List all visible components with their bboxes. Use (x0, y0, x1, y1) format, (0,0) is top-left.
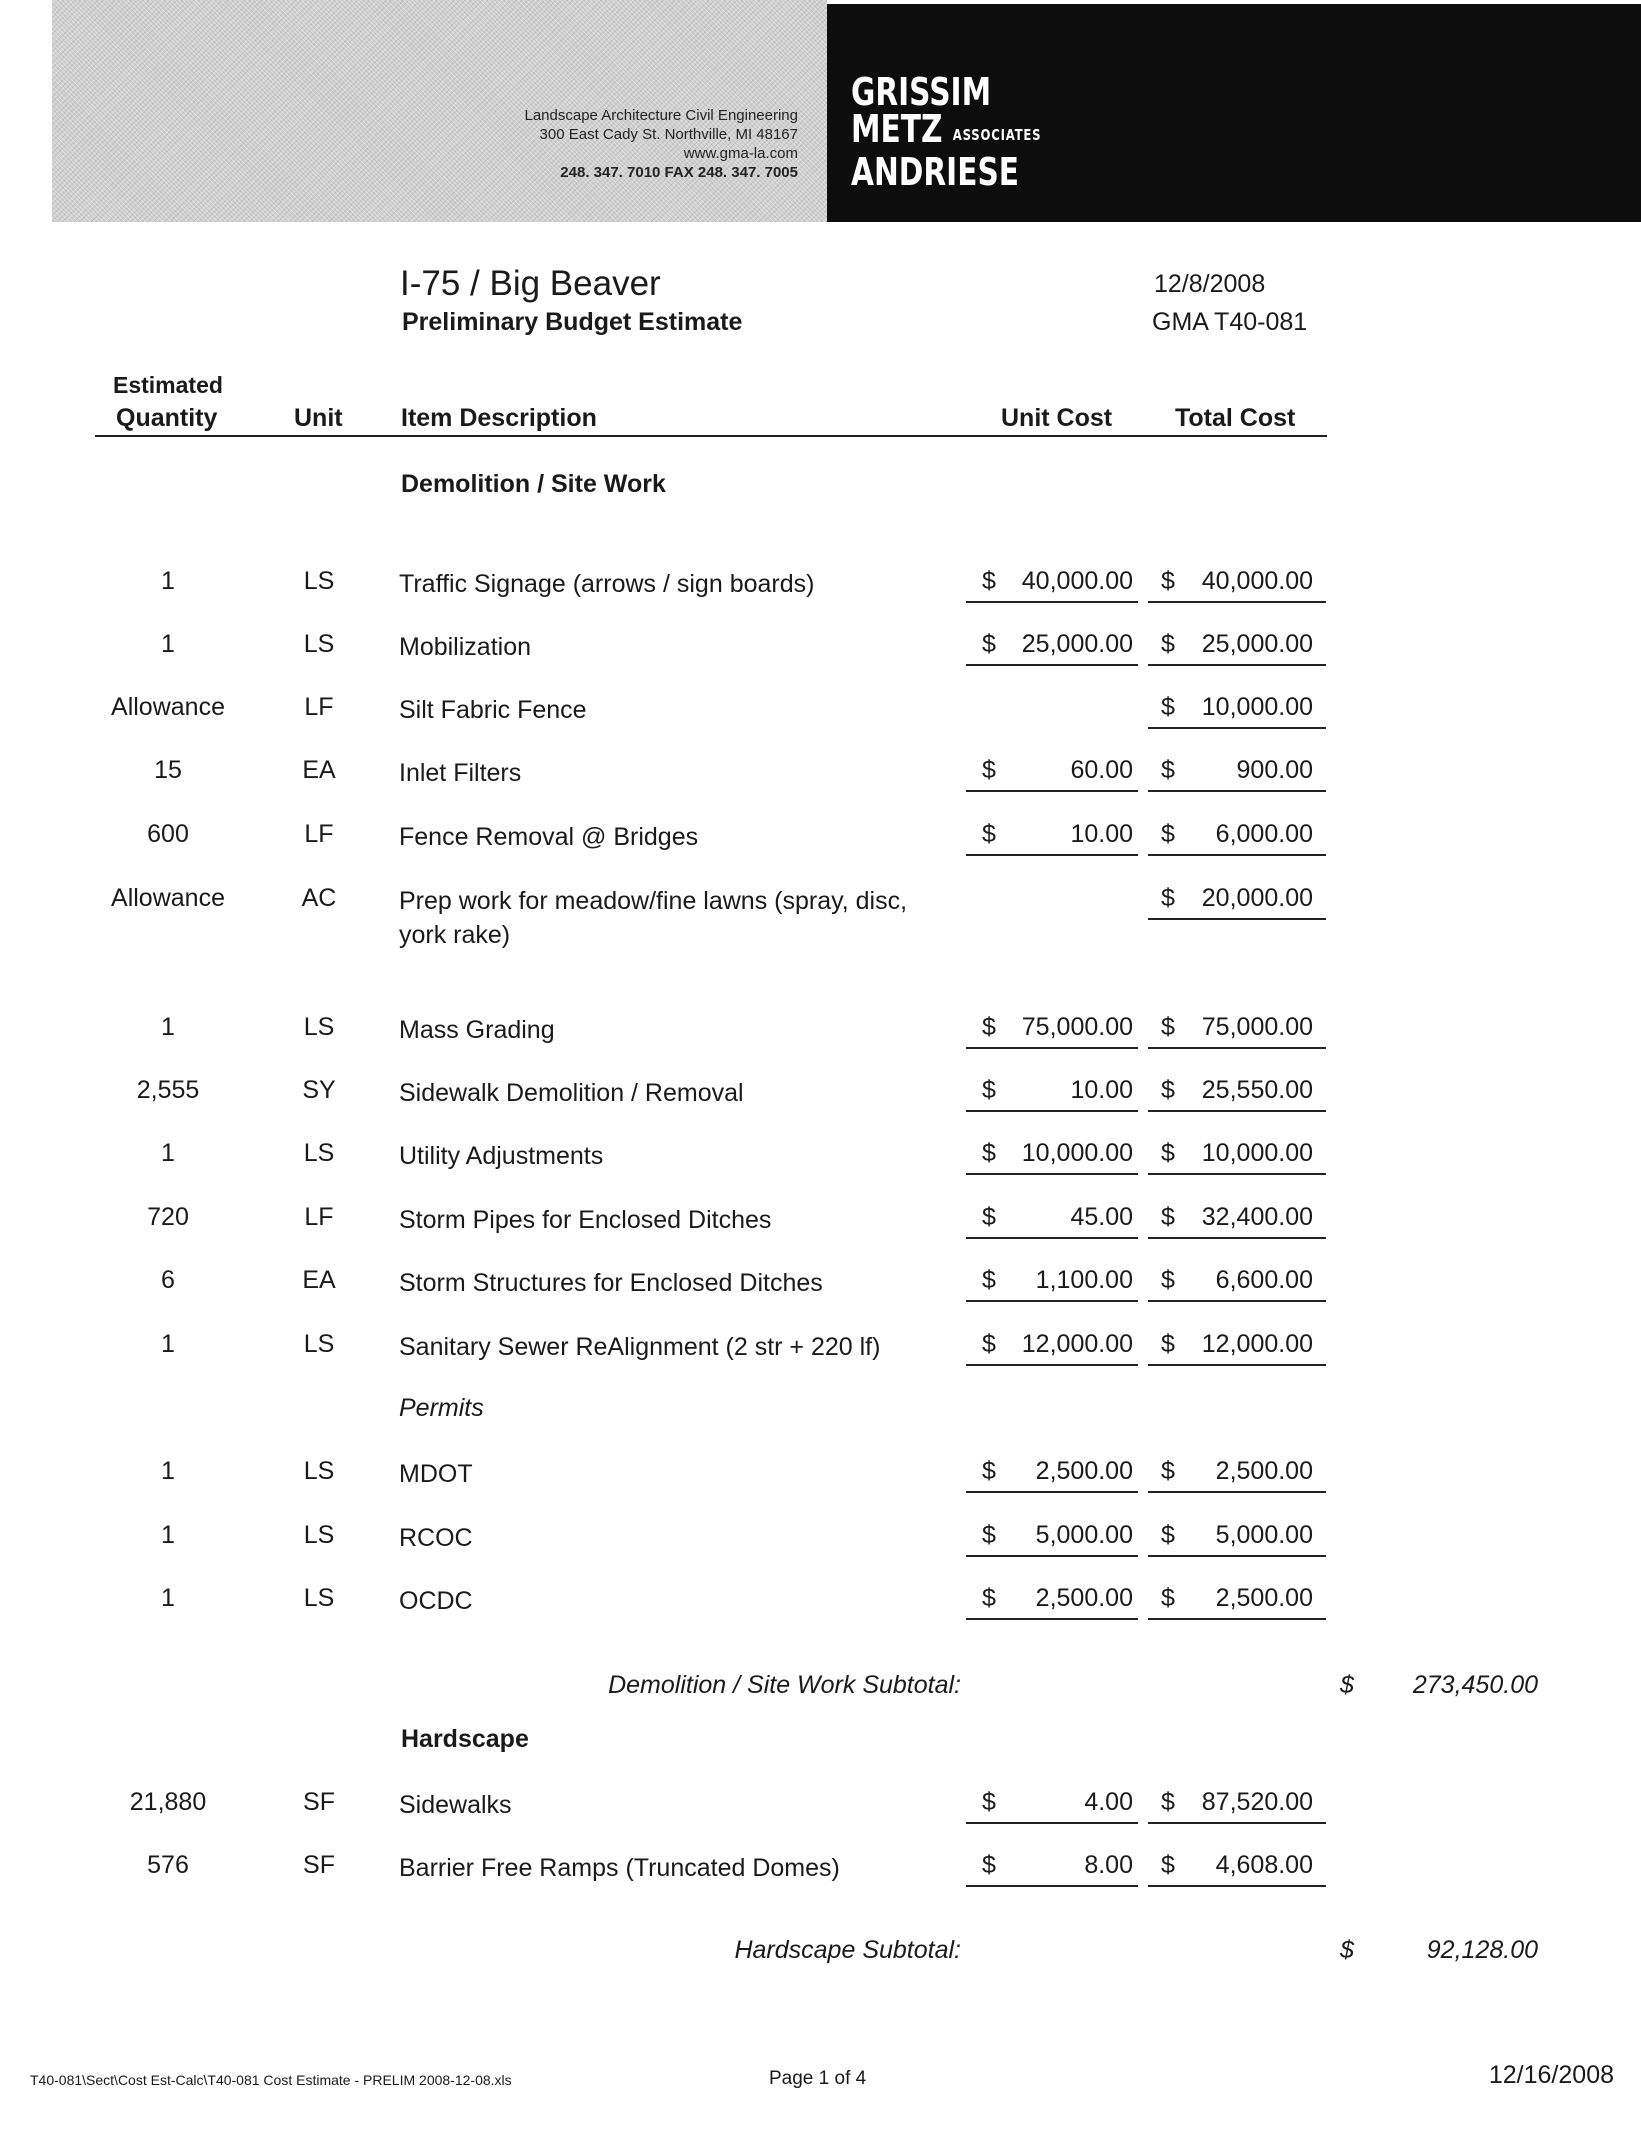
total-cost-underline (1148, 664, 1326, 666)
item-unit-cost: 45.00 (1070, 1203, 1133, 1231)
total-cost-underline (1148, 1555, 1326, 1557)
item-total-cost-currency: $ (1161, 1203, 1175, 1231)
item-quantity: 1 (161, 1330, 175, 1358)
item-total-cost: 6,600.00 (1215, 1266, 1313, 1294)
project-number: GMA T40-081 (1152, 308, 1308, 336)
col-header-unit: Unit (294, 404, 343, 432)
total-cost-underline (1148, 727, 1326, 729)
item-unit-cost: 10.00 (1070, 820, 1133, 848)
item-quantity: 1 (161, 1013, 175, 1041)
item-unit-cost-currency: $ (982, 1266, 996, 1294)
item-quantity: 1 (161, 630, 175, 658)
item-description: Mass Grading (399, 1016, 555, 1044)
firm-contact-info (525, 106, 799, 182)
item-description: Inlet Filters (399, 759, 522, 787)
item-total-cost-currency: $ (1161, 1584, 1175, 1612)
total-cost-underline (1148, 1237, 1326, 1239)
item-description: Prep work for meadow/fine lawns (spray, disc, york rake) (399, 887, 908, 949)
item-total-cost-currency: $ (1161, 1788, 1175, 1816)
item-total-cost: 10,000.00 (1201, 693, 1313, 721)
item-unit: SF (303, 1788, 335, 1816)
item-unit: EA (302, 756, 336, 784)
demolition-subtotal-value: 273,450.00 (1412, 1671, 1538, 1699)
firm-address: 300 East Cady St. Northville, MI 48167 (539, 126, 798, 143)
item-unit-cost: 2,500.00 (1035, 1457, 1133, 1485)
unit-cost-underline (966, 1618, 1138, 1620)
item-description: Silt Fabric Fence (399, 696, 587, 724)
item-unit-cost: 8.00 (1084, 1851, 1133, 1879)
item-total-cost-currency: $ (1161, 630, 1175, 658)
item-unit-cost-currency: $ (982, 1788, 996, 1816)
col-header-unit-cost: Unit Cost (1001, 404, 1113, 432)
item-total-cost-currency: $ (1161, 884, 1175, 912)
col-header-total-cost: Total Cost (1175, 404, 1296, 432)
unit-cost-underline (966, 664, 1138, 666)
item-total-cost-currency: $ (1161, 1266, 1175, 1294)
project-subtitle: Preliminary Budget Estimate (402, 308, 743, 336)
item-total-cost: 12,000.00 (1201, 1330, 1313, 1358)
item-description: Sanitary Sewer ReAlignment (2 str + 220 lf) (399, 1333, 881, 1361)
item-total-cost: 10,000.00 (1201, 1139, 1313, 1167)
item-total-cost: 25,550.00 (1201, 1076, 1313, 1104)
logo-line-metz (851, 107, 1042, 154)
unit-cost-underline (966, 1237, 1138, 1239)
item-description: RCOC (399, 1524, 473, 1552)
total-cost-underline (1148, 918, 1326, 920)
item-unit: LS (303, 1013, 335, 1041)
section-hardscape: Hardscape (401, 1725, 529, 1753)
item-total-cost: 2,500.00 (1215, 1457, 1313, 1485)
total-cost-underline (1148, 790, 1326, 792)
item-unit: LF (304, 820, 334, 848)
item-description: OCDC (399, 1587, 473, 1615)
project-date: 12/8/2008 (1154, 270, 1266, 298)
header-rule (95, 435, 1327, 437)
item-unit-cost-currency: $ (982, 1521, 996, 1549)
total-cost-underline (1148, 854, 1326, 856)
unit-cost-underline (966, 1885, 1138, 1887)
item-unit-cost-currency: $ (982, 1851, 996, 1879)
footer-page-number: Page 1 of 4 (769, 2068, 867, 2089)
item-description: MDOT (399, 1460, 473, 1488)
item-description: Fence Removal @ Bridges (399, 823, 699, 851)
item-unit-cost: 1,100.00 (1035, 1266, 1133, 1294)
hardscape-subtotal-currency: $ (1340, 1936, 1354, 1964)
item-unit-cost: 25,000.00 (1021, 630, 1133, 658)
total-cost-underline (1148, 1491, 1326, 1493)
item-unit: LS (303, 1457, 335, 1485)
item-unit-cost-currency: $ (982, 1203, 996, 1231)
item-unit-cost-currency: $ (982, 1139, 996, 1167)
item-quantity: 720 (147, 1203, 189, 1231)
firm-phone-fax: 248. 347. 7010 FAX 248. 347. 7005 (560, 164, 798, 181)
item-total-cost: 2,500.00 (1215, 1584, 1313, 1612)
item-total-cost-currency: $ (1161, 1139, 1175, 1167)
item-description: Storm Pipes for Enclosed Ditches (399, 1206, 772, 1234)
item-description: Sidewalks (399, 1791, 512, 1819)
total-cost-underline (1148, 1047, 1326, 1049)
item-description: Mobilization (399, 633, 532, 661)
item-total-cost-currency: $ (1161, 820, 1175, 848)
item-unit-cost-currency: $ (982, 1013, 996, 1041)
item-quantity: Allowance (111, 884, 225, 912)
unit-cost-underline (966, 1110, 1138, 1112)
demolition-subtotal-label: Demolition / Site Work Subtotal: (608, 1671, 961, 1699)
item-unit-cost-currency: $ (982, 1330, 996, 1358)
item-total-cost-currency: $ (1161, 1013, 1175, 1041)
total-cost-underline (1148, 1822, 1326, 1824)
item-unit: EA (302, 1266, 336, 1294)
item-unit-cost-currency: $ (982, 567, 996, 595)
item-unit-cost-currency: $ (982, 1584, 996, 1612)
item-unit-cost: 12,000.00 (1021, 1330, 1133, 1358)
item-total-cost-currency: $ (1161, 1851, 1175, 1879)
col-header-quantity: Quantity (116, 404, 218, 432)
item-quantity: 1 (161, 1139, 175, 1167)
total-cost-underline (1148, 1173, 1326, 1175)
logo-metz-text: METZ (851, 107, 943, 151)
item-quantity: 6 (161, 1266, 175, 1294)
section-demolition: Demolition / Site Work (401, 470, 666, 498)
item-unit-cost-currency: $ (982, 820, 996, 848)
logo-associates-text: ASSOCIATES (952, 126, 1042, 144)
item-unit-cost: 5,000.00 (1035, 1521, 1133, 1549)
item-total-cost-currency: $ (1161, 756, 1175, 784)
total-cost-underline (1148, 1300, 1326, 1302)
unit-cost-underline (966, 1173, 1138, 1175)
item-unit: LS (303, 1584, 335, 1612)
item-quantity: Allowance (111, 693, 225, 721)
item-unit: LF (304, 693, 334, 721)
item-unit: LS (303, 1521, 335, 1549)
item-unit-cost-currency: $ (982, 756, 996, 784)
unit-cost-underline (966, 1047, 1138, 1049)
item-unit-cost: 75,000.00 (1021, 1013, 1133, 1041)
item-unit: LS (303, 630, 335, 658)
item-total-cost-currency: $ (1161, 1521, 1175, 1549)
project-title: I-75 / Big Beaver (400, 264, 661, 303)
item-total-cost: 6,000.00 (1215, 820, 1313, 848)
item-unit-cost-currency: $ (982, 1457, 996, 1485)
item-unit-cost: 2,500.00 (1035, 1584, 1133, 1612)
footer-print-date: 12/16/2008 (1488, 2061, 1614, 2089)
item-total-cost-currency: $ (1161, 1076, 1175, 1104)
unit-cost-underline (966, 1300, 1138, 1302)
total-cost-underline (1148, 1885, 1326, 1887)
item-total-cost: 25,000.00 (1201, 630, 1313, 658)
item-quantity: 1 (161, 1457, 175, 1485)
hardscape-subtotal-label: Hardscape Subtotal: (734, 1936, 961, 1964)
section-permits: Permits (399, 1394, 484, 1422)
item-description: Sidewalk Demolition / Removal (399, 1079, 744, 1107)
item-total-cost: 20,000.00 (1201, 884, 1313, 912)
footer-file-path: T40-081\Sect\Cost Est-Calc\T40-081 Cost Estimate - PRELIM 2008-12-08.xls (30, 2072, 512, 2088)
item-quantity: 15 (154, 756, 182, 784)
unit-cost-underline (966, 790, 1138, 792)
unit-cost-underline (966, 1555, 1138, 1557)
item-description: Utility Adjustments (399, 1142, 604, 1170)
item-total-cost-currency: $ (1161, 567, 1175, 595)
logo-line-andriese: ANDRIESE (851, 150, 1020, 194)
item-unit: SF (303, 1851, 335, 1879)
item-unit-cost: 4.00 (1084, 1788, 1133, 1816)
firm-logo (851, 70, 1095, 194)
item-quantity: 1 (161, 567, 175, 595)
total-cost-underline (1148, 1110, 1326, 1112)
unit-cost-underline (966, 1491, 1138, 1493)
firm-website: www.gma-la.com (683, 145, 798, 162)
total-cost-underline (1148, 601, 1326, 603)
item-unit: AC (301, 884, 337, 912)
total-cost-underline (1148, 1364, 1326, 1366)
item-total-cost: 32,400.00 (1201, 1203, 1313, 1231)
item-unit: LS (303, 1330, 335, 1358)
unit-cost-underline (966, 1822, 1138, 1824)
item-total-cost-currency: $ (1161, 693, 1175, 721)
item-unit-cost-currency: $ (982, 630, 996, 658)
item-total-cost-currency: $ (1161, 1330, 1175, 1358)
item-unit: LS (303, 567, 335, 595)
item-total-cost-currency: $ (1161, 1457, 1175, 1485)
item-unit-cost: 40,000.00 (1021, 567, 1133, 595)
item-quantity: 1 (161, 1521, 175, 1549)
item-unit: SY (302, 1076, 336, 1104)
item-unit-cost: 60.00 (1070, 756, 1133, 784)
firm-services: Landscape Architecture Civil Engineering (524, 107, 798, 124)
item-quantity: 2,555 (136, 1076, 200, 1104)
item-total-cost: 40,000.00 (1201, 567, 1313, 595)
unit-cost-underline (966, 601, 1138, 603)
item-quantity: 600 (147, 820, 189, 848)
col-header-description: Item Description (401, 404, 597, 432)
item-total-cost: 5,000.00 (1215, 1521, 1313, 1549)
col-header-estimated: Estimated (113, 372, 223, 398)
unit-cost-underline (966, 854, 1138, 856)
item-description: Barrier Free Ramps (Truncated Domes) (399, 1854, 840, 1882)
item-quantity: 1 (161, 1584, 175, 1612)
hardscape-subtotal-value: 92,128.00 (1426, 1936, 1538, 1964)
logo-line-grissim: GRISSIM (851, 70, 992, 114)
item-unit-cost-currency: $ (982, 1076, 996, 1104)
item-unit: LF (304, 1203, 334, 1231)
item-description: Storm Structures for Enclosed Ditches (399, 1269, 823, 1297)
unit-cost-underline (966, 1364, 1138, 1366)
item-total-cost: 75,000.00 (1201, 1013, 1313, 1041)
item-total-cost: 900.00 (1236, 756, 1313, 784)
item-unit-cost: 10.00 (1070, 1076, 1133, 1104)
demolition-subtotal-currency: $ (1340, 1671, 1354, 1699)
item-quantity: 576 (147, 1851, 189, 1879)
item-total-cost: 87,520.00 (1201, 1788, 1313, 1816)
item-unit-cost: 10,000.00 (1021, 1139, 1133, 1167)
item-unit: LS (303, 1139, 335, 1167)
item-total-cost: 4,608.00 (1215, 1851, 1313, 1879)
item-quantity: 21,880 (129, 1788, 207, 1816)
total-cost-underline (1148, 1618, 1326, 1620)
item-description: Traffic Signage (arrows / sign boards) (399, 570, 815, 598)
